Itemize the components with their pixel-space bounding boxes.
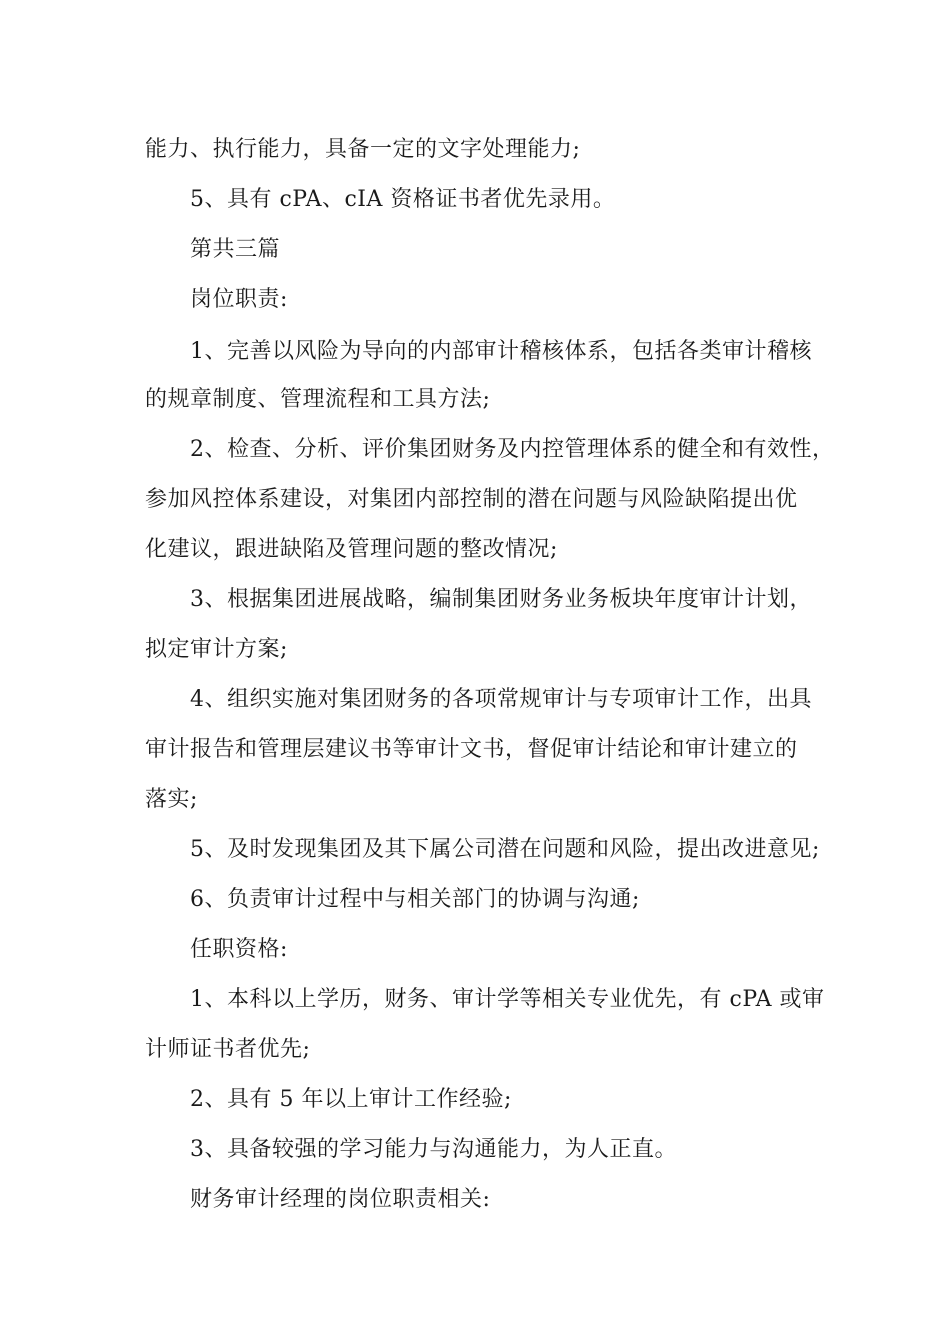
text-line: 4、组织实施对集团财务的各项常规审计与专项审计工作，出具 bbox=[190, 687, 812, 712]
section-heading: 第共三篇 bbox=[190, 237, 281, 262]
text-line: 5、及时发现集团及其下属公司潜在问题和风险，提出改进意见; bbox=[190, 837, 820, 862]
text-line: 审计报告和管理层建议书等审计文书，督促审计结论和审计建立的 bbox=[145, 737, 798, 762]
text-line: 计师证书者优先; bbox=[145, 1037, 311, 1062]
text-line: 3、根据集团进展战略，编制集团财务业务板块年度审计计划， bbox=[190, 587, 812, 612]
text-line: 3、具备较强的学习能力与沟通能力，为人正直。 bbox=[190, 1137, 677, 1162]
text-line: 的规章制度、管理流程和工具方法; bbox=[145, 387, 491, 412]
text-line: 财务审计经理的岗位职责相关: bbox=[190, 1187, 491, 1212]
text-line: 能力、执行能力，具备一定的文字处理能力; bbox=[145, 137, 581, 162]
section-subheading: 任职资格: bbox=[190, 937, 288, 962]
text-line: 2、检查、分析、评价集团财务及内控管理体系的健全和有效性， bbox=[190, 437, 835, 462]
text-line: 落实; bbox=[145, 787, 198, 812]
text-line: 5、具有 cPA、cIA 资格证书者优先录用。 bbox=[190, 187, 616, 212]
text-line: 2、具有 5 年以上审计工作经验; bbox=[190, 1087, 512, 1112]
text-line: 参加风控体系建设，对集团内部控制的潜在问题与风险缺陷提出优 bbox=[145, 487, 798, 512]
text-line: 1、本科以上学历，财务、审计学等相关专业优先，有 cPA 或审 bbox=[190, 987, 825, 1012]
text-line: 拟定审计方案; bbox=[145, 637, 288, 662]
section-subheading: 岗位职责: bbox=[190, 287, 288, 312]
text-line: 化建议，跟进缺陷及管理问题的整改情况; bbox=[145, 537, 558, 562]
text-line: 6、负责审计过程中与相关部门的协调与沟通; bbox=[190, 887, 640, 912]
text-line: 1、完善以风险为导向的内部审计稽核体系，包括各类审计稽核 bbox=[190, 339, 812, 364]
